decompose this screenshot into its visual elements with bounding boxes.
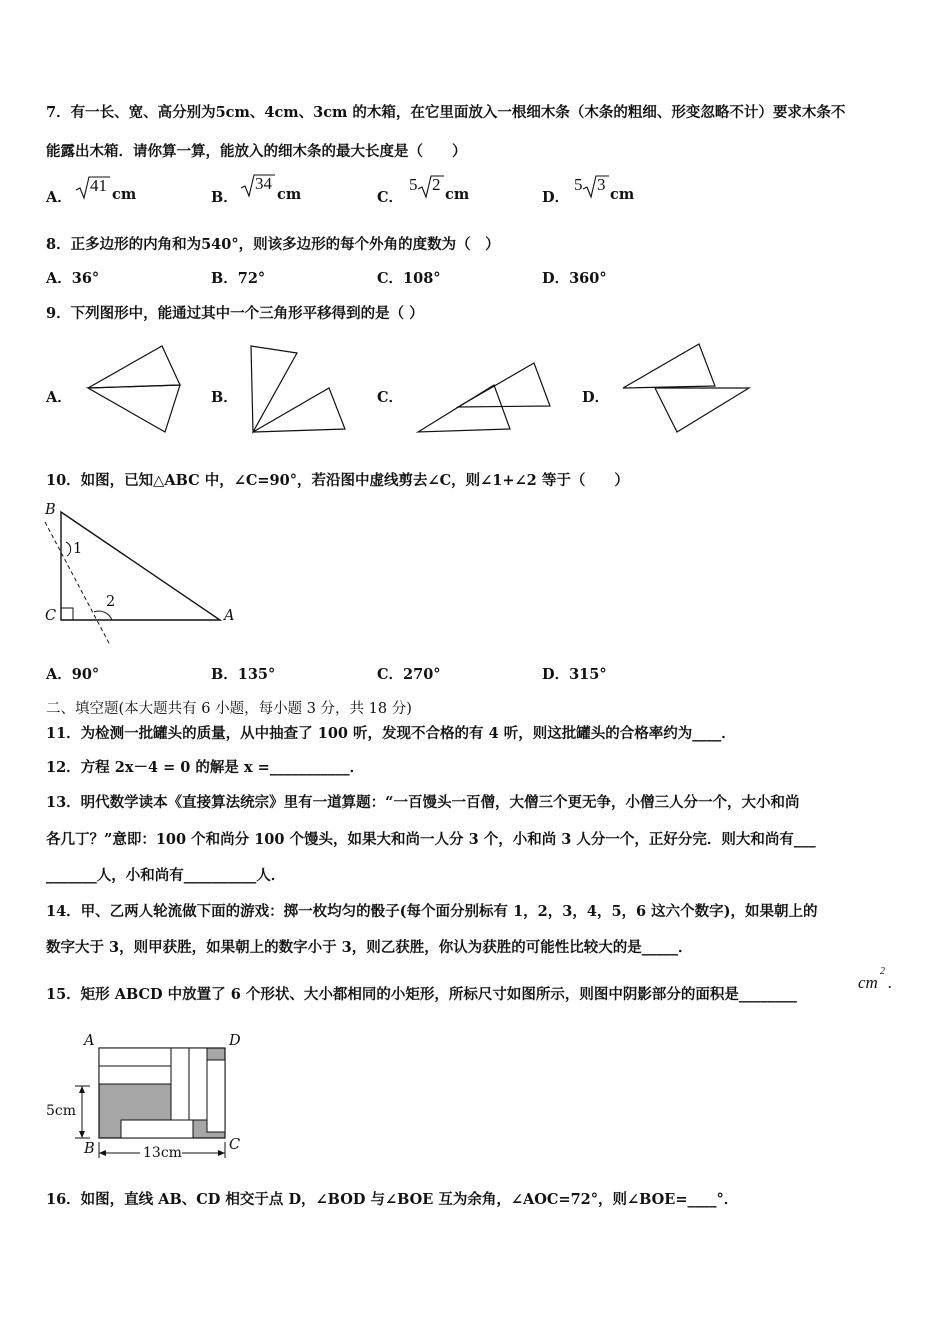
q10-line-1: 10．如图，已知△ABC 中，∠C=90°，若沿图中虚线剪去∠C，则∠1+∠2 等于（ ） [46, 472, 629, 489]
coefficient: 5 [409, 175, 418, 194]
q7-line-2: 能露出木箱．请你算一算，能放入的细木条的最大长度是（ ） [46, 143, 467, 160]
q8-option-d: D．360° [542, 270, 607, 287]
unit-tail: . [888, 973, 893, 992]
unit: cm [610, 186, 635, 203]
q10-option-c: C．270° [377, 666, 441, 683]
vertex-c-label: C [229, 1137, 241, 1153]
q9-option-d: D． [582, 389, 610, 406]
radicand: 3 [597, 175, 606, 194]
vertex-b-label: B [84, 1141, 95, 1157]
q16-line-1: 16．如图，直线 AB、CD 相交于点 D，∠BOD 与∠BOE 互为余角，∠AOC=72°，则∠BOE=____°． [46, 1191, 739, 1208]
q14-line-1: 14．甲、乙两人轮流做下面的游戏：掷一枚均匀的骰子(每个面分别标有 1，2，3，4，5，6 这六个数字)，如果朝上的 [46, 903, 818, 920]
q9-option-c: C． [377, 389, 404, 406]
radicand: 34 [255, 174, 272, 193]
q9-figure-c [410, 355, 560, 440]
coefficient: 5 [574, 175, 583, 194]
option-label: D． [542, 189, 570, 206]
q10-option-a: A．90° [46, 666, 100, 683]
q7-line-1: 7．有一长、宽、高分别为5cm、4cm、3cm 的木箱，在它里面放入一根细木条（木条的粗细、形变忽略不计）要求木条不 [46, 104, 846, 121]
q10-option-b: B．135° [211, 666, 276, 683]
unit: cm [112, 186, 137, 203]
q12-line-1: 12．方程 2x－4 = 0 的解是 x =___________． [46, 759, 365, 776]
vertex-b-label: B [45, 502, 56, 518]
q15-line-1: 15．矩形 ABCD 中放置了 6 个形状、大小都相同的小矩形，所标尺寸如图所示，则图中阴影部分的面积是________ [46, 986, 797, 1003]
q9-option-b: B． [211, 389, 238, 406]
section-2-heading: 二、填空题(本大题共有 6 小题，每小题 3 分，共 18 分) [46, 701, 412, 717]
radicand: 2 [432, 175, 441, 194]
q9-option-a: A． [46, 389, 72, 406]
option-label: C． [377, 189, 404, 206]
q8-option-c: C．108° [377, 270, 441, 287]
q8-line-1: 8．正多边形的内角和为540°，则该多边形的每个外角的度数为（ ） [46, 236, 500, 253]
q9-line-1: 9．下列图形中，能通过其中一个三角形平移得到的是（ ） [46, 305, 424, 322]
vertex-d-label: D [229, 1033, 241, 1049]
q11-line-1: 11．为检测一批罐头的质量，从中抽查了 100 听，发现不合格的有 4 听，则这批罐头的合格率约为____． [46, 725, 736, 742]
option-label: B． [211, 189, 238, 206]
q8-option-a: A．36° [46, 270, 100, 287]
width-dimension-label: 13cm [143, 1145, 182, 1161]
vertex-a-label: A [224, 608, 235, 624]
q10-option-d: D．315° [542, 666, 607, 683]
vertex-c-label: C [45, 608, 57, 624]
unit-exponent: 2 [880, 966, 885, 977]
height-dimension-label: 5cm [46, 1103, 77, 1119]
q9-figure-b [245, 340, 355, 440]
q14-line-2: 数字大于 3，则甲获胜，如果朝上的数字小于 3，则乙获胜，你认为获胜的可能性比较大的是_____． [46, 939, 693, 956]
q13-line-2: 各几丁？”意即：100 个和尚分 100 个馒头，如果大和尚一人分 3 个，小和尚 3 人分一个，正好分完．则大和尚有___ [46, 831, 816, 848]
q9-figure-a [80, 340, 190, 440]
vertex-a-label: A [84, 1033, 95, 1049]
unit: cm [277, 186, 302, 203]
option-label: A． [46, 189, 72, 206]
q9-figure-d [615, 340, 765, 440]
q13-line-3: _______人，小和尚有__________人． [46, 867, 286, 884]
angle-2-label: 2 [106, 594, 116, 610]
unit: cm [445, 186, 470, 203]
q13-line-1: 13．明代数学读本《直接算法统宗》里有一道算题：“一百馒头一百僧，大僧三个更无争，小僧三人分一个，大小和尚 [46, 794, 800, 811]
q8-option-b: B．72° [211, 270, 266, 287]
radicand: 41 [90, 176, 107, 195]
angle-1-label: 1 [73, 541, 83, 557]
unit-base: cm [858, 973, 878, 992]
q10-triangle [40, 500, 250, 650]
